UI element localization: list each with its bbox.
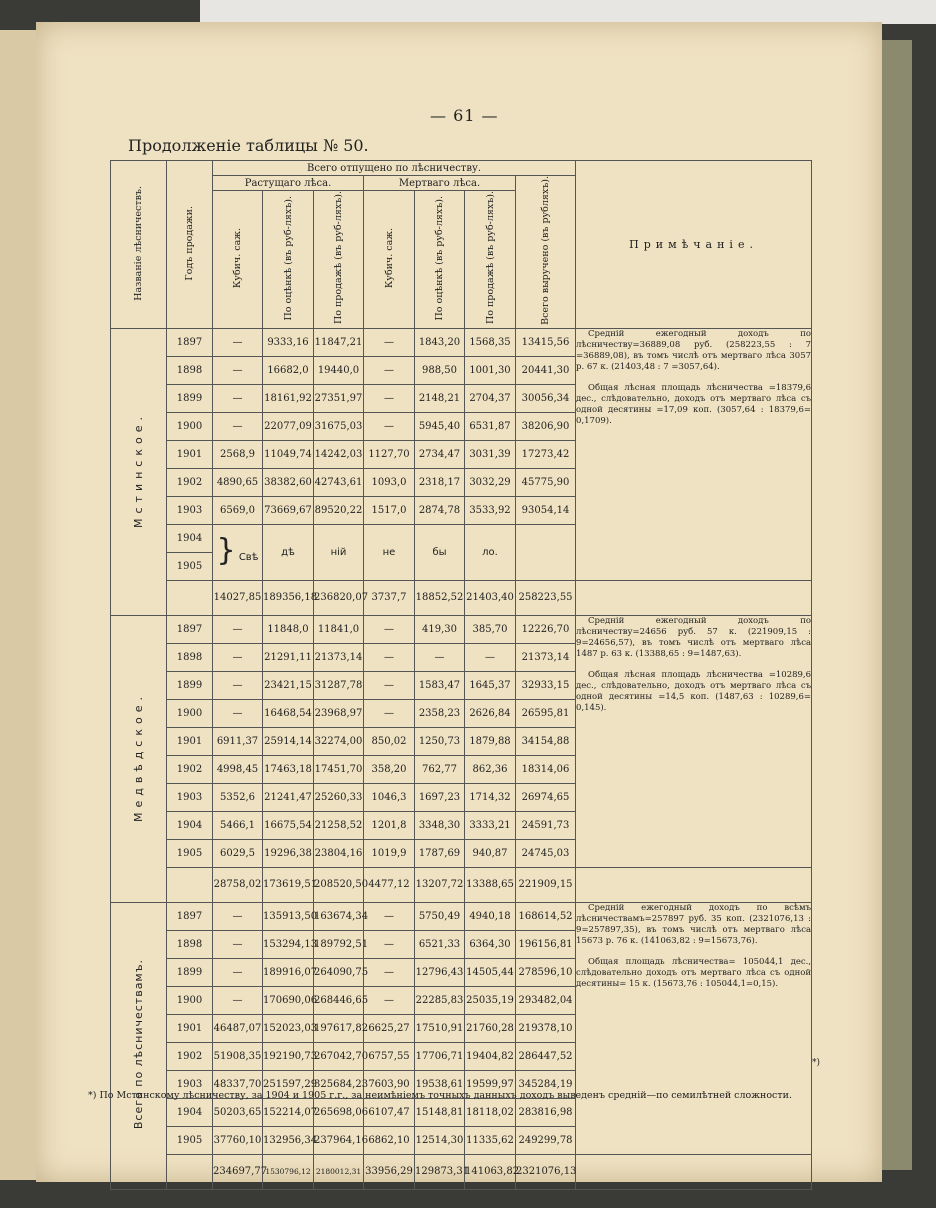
value-cell: 237964,16 <box>314 1126 364 1154</box>
value-cell: 16468,54 <box>263 699 314 727</box>
value-cell: 18161,92 <box>263 384 314 412</box>
dead-sale-header: По продажѣ (въ руб-ляхъ). <box>465 191 516 329</box>
section-notes <box>576 902 812 1154</box>
value-cell: 385,70 <box>465 615 516 643</box>
value-cell: 6757,55 <box>364 1042 415 1070</box>
value-cell: 24591,73 <box>516 811 576 839</box>
value-cell: 25035,19 <box>465 986 516 1014</box>
value-cell: 11848,0 <box>263 615 314 643</box>
year-cell: 1901 <box>167 1014 213 1042</box>
value-cell: 1645,37 <box>465 671 516 699</box>
forest-name-cell: Медвѣдское. <box>111 615 167 902</box>
value-cell: 19404,82 <box>465 1042 516 1070</box>
value-cell: 2358,23 <box>415 699 465 727</box>
value-cell: 26595,81 <box>516 699 576 727</box>
value-cell: 38382,60 <box>263 468 314 496</box>
total-cell: 2180012,31 <box>314 1154 364 1189</box>
value-cell: 14242,03 <box>314 440 364 468</box>
value-cell: 6364,30 <box>465 930 516 958</box>
value-cell: 14505,44 <box>465 958 516 986</box>
no-data-word: бы <box>415 524 465 580</box>
value-cell: — <box>213 699 263 727</box>
value-cell: 21258,52 <box>314 811 364 839</box>
value-cell: 1093,0 <box>364 468 415 496</box>
value-cell: 283816,98 <box>516 1098 576 1126</box>
table-caption: Продолженіе таблицы № 50. <box>128 136 369 155</box>
group-header: Всего отпущено по лѣсничеству. <box>213 161 576 176</box>
value-cell: 73669,67 <box>263 496 314 524</box>
value-cell: 278596,10 <box>516 958 576 986</box>
value-cell: 293482,04 <box>516 986 576 1014</box>
value-cell: 2148,21 <box>415 384 465 412</box>
total-cell: 13207,72 <box>415 867 465 902</box>
year-cell: 1899 <box>167 671 213 699</box>
value-cell: 37760,10 <box>213 1126 263 1154</box>
year-cell: 1900 <box>167 412 213 440</box>
value-cell: 17273,42 <box>516 440 576 468</box>
empty-cell <box>167 1154 213 1189</box>
value-cell: — <box>213 902 263 930</box>
value-cell: — <box>364 986 415 1014</box>
total-cell: 1530796,12 <box>263 1154 314 1189</box>
value-cell: 3348,30 <box>415 811 465 839</box>
value-cell: 30056,34 <box>516 384 576 412</box>
value-cell: 27351,97 <box>314 384 364 412</box>
value-cell: — <box>364 958 415 986</box>
year-cell: 1905 <box>167 1126 213 1154</box>
value-cell: 3032,29 <box>465 468 516 496</box>
value-cell: 2568,9 <box>213 440 263 468</box>
year-cell: 1900 <box>167 986 213 1014</box>
total-cell: 258223,55 <box>516 580 576 615</box>
note-paragraph: Средній ежегодный доходъ по лѣсничеству=24656 руб. 57 к. (221909,15 : 9=24656,57), въ томъ числѣ отъ мертваго лѣса 1487 р. 63 к. (13388,65 : 9=1487,63). <box>576 615 812 659</box>
value-cell: 2318,17 <box>415 468 465 496</box>
value-cell: 862,36 <box>465 755 516 783</box>
value-cell: 325684,23 <box>314 1070 364 1098</box>
value-cell: 89520,22 <box>314 496 364 524</box>
value-cell: 6531,87 <box>465 412 516 440</box>
value-cell: 1697,23 <box>415 783 465 811</box>
value-cell: 18118,02 <box>465 1098 516 1126</box>
value-cell: 11841,0 <box>314 615 364 643</box>
total-cell: 3737,7 <box>364 580 415 615</box>
value-cell: 6625,27 <box>364 1014 415 1042</box>
value-cell: 19538,61 <box>415 1070 465 1098</box>
value-cell: 419,30 <box>415 615 465 643</box>
value-cell: 189792,51 <box>314 930 364 958</box>
note-paragraph: Общая лѣсная площадь лѣсничества =10289,6 дес., слѣдовательно, доходъ отъ мертваго лѣса съ одной десятины =14,5 коп. (1487,63 : 10289,6= 0,145). <box>576 669 812 713</box>
value-cell: 16675,54 <box>263 811 314 839</box>
value-cell: 17451,70 <box>314 755 364 783</box>
value-cell: 6569,0 <box>213 496 263 524</box>
value-cell: 17463,18 <box>263 755 314 783</box>
page-number: — 61 — <box>430 106 499 125</box>
section-notes <box>576 328 812 580</box>
year-cell: 1902 <box>167 1042 213 1070</box>
value-cell: — <box>465 643 516 671</box>
empty-cell <box>576 867 812 902</box>
value-cell: 988,50 <box>415 356 465 384</box>
value-cell: 3333,21 <box>465 811 516 839</box>
value-cell: 2704,37 <box>465 384 516 412</box>
value-cell: 46487,07 <box>213 1014 263 1042</box>
year-cell: 1899 <box>167 384 213 412</box>
total-cell: 236820,07 <box>314 580 364 615</box>
empty-cell <box>516 524 576 580</box>
value-cell: 1250,73 <box>415 727 465 755</box>
value-cell: — <box>213 356 263 384</box>
totals-row <box>111 1154 812 1189</box>
value-cell: 21291,11 <box>263 643 314 671</box>
value-cell: — <box>213 671 263 699</box>
value-cell: 5750,49 <box>415 902 465 930</box>
value-cell: 850,02 <box>364 727 415 755</box>
value-cell: 2734,47 <box>415 440 465 468</box>
value-cell: — <box>364 930 415 958</box>
year-cell: 1904 <box>167 1098 213 1126</box>
value-cell: 345284,19 <box>516 1070 576 1098</box>
value-cell: 265698,06 <box>314 1098 364 1126</box>
value-cell: — <box>364 384 415 412</box>
growing-estimate-header: По оцѣнкѣ (въ руб-ляхъ). <box>263 191 314 329</box>
value-cell: — <box>364 328 415 356</box>
value-cell: 12514,30 <box>415 1126 465 1154</box>
year-cell: 1903 <box>167 1070 213 1098</box>
value-cell: 9333,16 <box>263 328 314 356</box>
table-row <box>111 615 812 643</box>
dead-cubic-header: Кубич. саж. <box>364 191 415 329</box>
value-cell: 31675,03 <box>314 412 364 440</box>
value-cell: 1001,30 <box>465 356 516 384</box>
value-cell: 21373,14 <box>314 643 364 671</box>
value-cell: 152023,03 <box>263 1014 314 1042</box>
value-cell: 168614,52 <box>516 902 576 930</box>
value-cell: 1787,69 <box>415 839 465 867</box>
value-cell: 45775,90 <box>516 468 576 496</box>
value-cell: — <box>364 699 415 727</box>
value-cell: 17510,91 <box>415 1014 465 1042</box>
value-cell: 18314,06 <box>516 755 576 783</box>
value-cell: 5466,1 <box>213 811 263 839</box>
value-cell: 21241,47 <box>263 783 314 811</box>
year-cell: 1905 <box>167 839 213 867</box>
year-cell: 1904 <box>167 524 213 552</box>
value-cell: 1517,0 <box>364 496 415 524</box>
value-cell: 192190,73 <box>263 1042 314 1070</box>
year-cell: 1902 <box>167 468 213 496</box>
value-cell: 286447,52 <box>516 1042 576 1070</box>
value-cell: 3031,39 <box>465 440 516 468</box>
value-cell: — <box>364 412 415 440</box>
value-cell: — <box>415 643 465 671</box>
value-cell: — <box>364 902 415 930</box>
value-cell: 3533,92 <box>465 496 516 524</box>
year-cell: 1901 <box>167 727 213 755</box>
total-cell: 173619,51 <box>263 867 314 902</box>
dead-estimate-header: По оцѣнкѣ (въ руб-ляхъ). <box>415 191 465 329</box>
value-cell: 48337,70 <box>213 1070 263 1098</box>
value-cell: 38206,90 <box>516 412 576 440</box>
value-cell: 22077,09 <box>263 412 314 440</box>
value-cell: 31287,78 <box>314 671 364 699</box>
value-cell: 153294,13 <box>263 930 314 958</box>
value-cell: 1127,70 <box>364 440 415 468</box>
value-cell: 34154,88 <box>516 727 576 755</box>
value-cell: — <box>364 671 415 699</box>
value-cell: 264090,75 <box>314 958 364 986</box>
value-cell: 170690,06 <box>263 986 314 1014</box>
value-cell: 32274,00 <box>314 727 364 755</box>
value-cell: 2626,84 <box>465 699 516 727</box>
total-cell: 129873,31 <box>415 1154 465 1189</box>
empty-cell <box>576 1154 812 1189</box>
value-cell: — <box>213 615 263 643</box>
no-data-word: } Свѣ <box>213 524 263 580</box>
totals-row <box>111 867 812 902</box>
no-data-word: не <box>364 524 415 580</box>
year-cell: 1897 <box>167 902 213 930</box>
total-cell: 21403,40 <box>465 580 516 615</box>
value-cell: 1843,20 <box>415 328 465 356</box>
value-cell: — <box>213 986 263 1014</box>
scan-background <box>200 0 936 24</box>
table-row <box>111 328 812 356</box>
totals-footnote-mark: *) <box>812 1058 821 1068</box>
value-cell: — <box>364 615 415 643</box>
value-cell: 93054,14 <box>516 496 576 524</box>
year-cell: 1903 <box>167 496 213 524</box>
value-cell: 196156,81 <box>516 930 576 958</box>
value-cell: 5352,6 <box>213 783 263 811</box>
growing-header: Растущаго лѣса. <box>213 176 364 191</box>
empty-cell <box>167 867 213 902</box>
total-cell: 14027,85 <box>213 580 263 615</box>
value-cell: 249299,78 <box>516 1126 576 1154</box>
value-cell: 940,87 <box>465 839 516 867</box>
value-cell: 1714,32 <box>465 783 516 811</box>
total-cell: 208520,50 <box>314 867 364 902</box>
value-cell: 26974,65 <box>516 783 576 811</box>
value-cell: 16682,0 <box>263 356 314 384</box>
year-cell: 1904 <box>167 811 213 839</box>
value-cell: 135913,50 <box>263 902 314 930</box>
no-data-word: ло. <box>465 524 516 580</box>
value-cell: 6107,47 <box>364 1098 415 1126</box>
value-cell: 6521,33 <box>415 930 465 958</box>
no-data-word: ній <box>314 524 364 580</box>
value-cell: 21760,28 <box>465 1014 516 1042</box>
value-cell: 4940,18 <box>465 902 516 930</box>
value-cell: 13415,56 <box>516 328 576 356</box>
value-cell: 20441,30 <box>516 356 576 384</box>
value-cell: — <box>364 356 415 384</box>
total-cell: 234697,77 <box>213 1154 263 1189</box>
totals-row <box>111 580 812 615</box>
value-cell: 22285,83 <box>415 986 465 1014</box>
value-cell: 23421,15 <box>263 671 314 699</box>
total-cell: 13388,65 <box>465 867 516 902</box>
total-cell: 4477,12 <box>364 867 415 902</box>
value-cell: 12796,43 <box>415 958 465 986</box>
value-cell: — <box>213 328 263 356</box>
year-cell: 1898 <box>167 356 213 384</box>
year-header: Годъ продажи. <box>167 161 213 329</box>
value-cell: 1583,47 <box>415 671 465 699</box>
total-cell: 141063,82 <box>465 1154 516 1189</box>
value-cell: 358,20 <box>364 755 415 783</box>
forestry-income-table <box>110 160 812 1190</box>
footnote: *) По Мстинскому лѣсничеству, за 1904 и 1905 г.г., за неимѣніемъ точныхъ данныхъ доходъ выведенъ средній—по семилѣтней сложности. <box>88 1090 792 1101</box>
total-cell: 33956,29 <box>364 1154 415 1189</box>
value-cell: — <box>213 384 263 412</box>
total-cell: 189356,18 <box>263 580 314 615</box>
forest-name-cell: Всего по лѣсничествамъ. <box>111 902 167 1189</box>
note-paragraph: Средній ежегодный доходъ по лѣсничеству=36889,08 руб. (258223,55 : 7 =36889,08), въ томъ числѣ отъ мертваго лѣса 3057 р. 67 к. (21403,48 : 7 =3057,64). <box>576 328 812 372</box>
value-cell: 25914,14 <box>263 727 314 755</box>
value-cell: 163674,34 <box>314 902 364 930</box>
value-cell: 267042,70 <box>314 1042 364 1070</box>
value-cell: — <box>213 643 263 671</box>
value-cell: 7603,90 <box>364 1070 415 1098</box>
value-cell: 6862,10 <box>364 1126 415 1154</box>
year-cell: 1897 <box>167 328 213 356</box>
total-cell: 221909,15 <box>516 867 576 902</box>
value-cell: 25260,33 <box>314 783 364 811</box>
value-cell: 50203,65 <box>213 1098 263 1126</box>
growing-cubic-header: Кубич. саж. <box>213 191 263 329</box>
note-paragraph: Общая площадь лѣсничества= 105044,1 дес., слѣдовательно доходъ отъ мертваго лѣса съ одной десятины= 15 к. (15673,76 : 105044,1=0,15). <box>576 956 812 989</box>
value-cell: 51908,35 <box>213 1042 263 1070</box>
value-cell: 4998,45 <box>213 755 263 783</box>
no-data-word: дѣ <box>263 524 314 580</box>
value-cell: — <box>213 412 263 440</box>
note-paragraph: Средній ежегодный доходъ по всѣмъ лѣсничествамъ=257897 руб. 35 коп. (2321076,13 : 9=257897,35), въ томъ числѣ отъ мертваго лѣса 15673 р. 76 к. (141063,82 : 9=15673,76). <box>576 902 812 946</box>
table-row <box>111 902 812 930</box>
total-header: Всего выручено (въ рубляхъ). <box>516 176 576 329</box>
year-cell: 1898 <box>167 643 213 671</box>
year-cell: 1902 <box>167 755 213 783</box>
value-cell: — <box>213 958 263 986</box>
value-cell: 11335,62 <box>465 1126 516 1154</box>
value-cell: 32933,15 <box>516 671 576 699</box>
value-cell: 24745,03 <box>516 839 576 867</box>
value-cell: 1879,88 <box>465 727 516 755</box>
value-cell: 268446,65 <box>314 986 364 1014</box>
value-cell: 197617,82 <box>314 1014 364 1042</box>
value-cell: 42743,61 <box>314 468 364 496</box>
value-cell: 2874,78 <box>415 496 465 524</box>
year-cell: 1897 <box>167 615 213 643</box>
total-cell: 18852,52 <box>415 580 465 615</box>
year-cell: 1898 <box>167 930 213 958</box>
value-cell: 5945,40 <box>415 412 465 440</box>
note-paragraph: Общая лѣсная площадь лѣсничества =18379,6 дес., слѣдовательно, доходъ отъ мертваго лѣса съ одной десятины =17,09 коп. (3057,64 : 18379,6= 0,1709). <box>576 382 812 426</box>
value-cell: — <box>213 930 263 958</box>
year-cell: 1901 <box>167 440 213 468</box>
growing-sale-header: По продажѣ (въ руб-ляхъ). <box>314 191 364 329</box>
notes-header: Примѣчаніе. <box>576 161 812 329</box>
value-cell: 23804,16 <box>314 839 364 867</box>
year-cell: 1903 <box>167 783 213 811</box>
value-cell: 1019,9 <box>364 839 415 867</box>
value-cell: 1201,8 <box>364 811 415 839</box>
year-cell: 1900 <box>167 699 213 727</box>
value-cell: 11847,21 <box>314 328 364 356</box>
year-cell: 1899 <box>167 958 213 986</box>
value-cell: 19296,38 <box>263 839 314 867</box>
section-notes <box>576 615 812 867</box>
value-cell: 23968,97 <box>314 699 364 727</box>
value-cell: — <box>364 643 415 671</box>
value-cell: 1046,3 <box>364 783 415 811</box>
value-cell: 6911,37 <box>213 727 263 755</box>
value-cell: 219378,10 <box>516 1014 576 1042</box>
value-cell: 19440,0 <box>314 356 364 384</box>
value-cell: 21373,14 <box>516 643 576 671</box>
empty-cell <box>167 580 213 615</box>
value-cell: 1568,35 <box>465 328 516 356</box>
value-cell: 19599,97 <box>465 1070 516 1098</box>
dead-header: Мертваго лѣса. <box>364 176 516 191</box>
value-cell: 15148,81 <box>415 1098 465 1126</box>
value-cell: 152214,07 <box>263 1098 314 1126</box>
forest-name-header: Названіе лѣсничествъ. <box>111 161 167 329</box>
value-cell: 6029,5 <box>213 839 263 867</box>
total-cell: 28758,02 <box>213 867 263 902</box>
value-cell: 251597,29 <box>263 1070 314 1098</box>
value-cell: 4890,65 <box>213 468 263 496</box>
empty-cell <box>576 580 812 615</box>
value-cell: 12226,70 <box>516 615 576 643</box>
value-cell: 762,77 <box>415 755 465 783</box>
total-cell: 2321076,13 <box>516 1154 576 1189</box>
value-cell: 189916,07 <box>263 958 314 986</box>
year-cell: 1905 <box>167 552 213 580</box>
value-cell: 11049,74 <box>263 440 314 468</box>
forest-name-cell: Мстинское. <box>111 328 167 615</box>
brace-mark: } <box>216 533 236 569</box>
value-cell: 132956,34 <box>263 1126 314 1154</box>
value-cell: 17706,71 <box>415 1042 465 1070</box>
